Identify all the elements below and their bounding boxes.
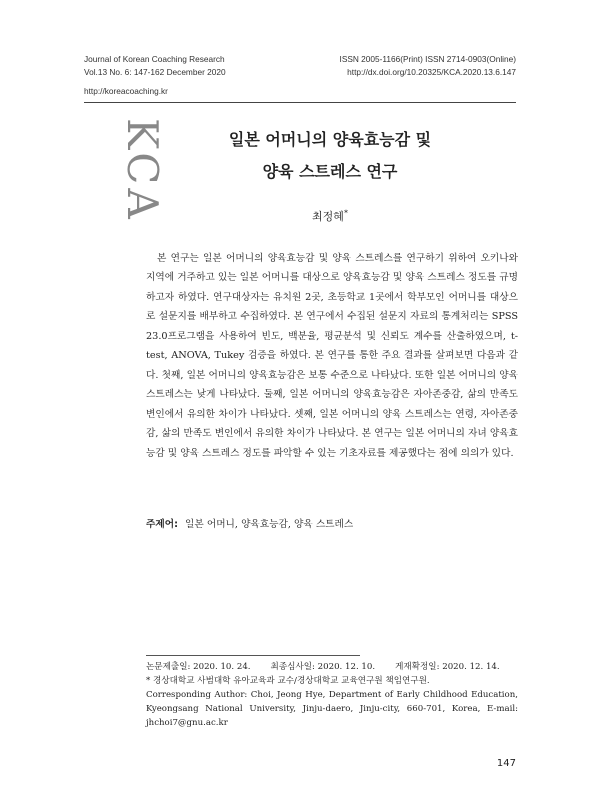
author: [150, 208, 510, 224]
page-number: 147: [496, 758, 516, 769]
journal-header-right: [340, 53, 516, 79]
header-divider: [84, 102, 516, 103]
title-line-1: 일본 어머니의 양육효능감 및: [228, 130, 432, 149]
journal-header-left: [84, 53, 226, 79]
submission-dates: [146, 660, 518, 674]
issn-info: ISSN 2005-1166(Print) ISSN 2714-0903(Online): [339, 54, 516, 64]
author-name: 최정혜: [312, 210, 344, 223]
abstract: 본 연구는 일본 어머니의 양육효능감 및 양육 스트레스를 연구하기 위하여 오키나와 지역에 거주하고 있는 일본 어머니를 대상으로 양육효능감 및 양육 스트레스 정도를 규명하고자 하였다. 연구대상자는 유치원 2곳, 초등학교 1곳에서 학부모인 어머니를 대상으로 설문지를 배부하고 수집하였다. 본 연구에서 수집된 설문지 자료의 통계처리는 SPSS 23.0프로그램을 사용하여 빈도, 백분율, 평균분석 및 신뢰도 계수를 산출하였으며, t-test, ANOVA, Tukey 검증을 하였다. 본 연구를 통한 주요 결과를 살펴보면 다음과 같다. 첫째, 일본 어머니의 양육효능감은 보통 수준으로 나타났다. 또한 일본 어머니의 양육 스트레스는 낮게 나타났다. 둘째, 일본 어머니의 양육효능감은 자아존중감, 삶의 만족도 변인에서 유의한 차이가 나타났다. 셋째, 일본 어머니의 양육 스트레스는 연령, 자아존중감, 삶의 만족도 변인에서 유의한 차이가 나타났다. 본 연구는 일본 어머니의 자녀 양육효능감 및 양육 스트레스 정도를 파악할 수 있는 기초자료를 제공했다는 점에 의의가 있다.: [146, 253, 518, 459]
reviewed-date: 최종심사일: 2020. 12. 10.: [270, 662, 376, 672]
title-line-2: 양육 스트레스 연구: [262, 162, 398, 181]
keywords-text: 일본 어머니, 양육효능감, 양육 스트레스: [185, 519, 354, 530]
footnotes: [146, 660, 518, 730]
keywords: [146, 516, 353, 530]
accepted-date: 게재확정일: 2020. 12. 14.: [395, 662, 500, 672]
received-date: 논문제출일: 2020. 10. 24.: [146, 662, 251, 672]
kca-watermark: KCA: [118, 118, 167, 223]
author-footnote-mark: *: [343, 208, 348, 218]
corresponding-author: Corresponding Author: Choi, Jeong Hye, Department of Early Childhood Education, Kyeongsang National University, Jinju-daero, Jinju-city, 660-701, Korea, E-mail: jhchoi7@gnu.ac.kr: [146, 690, 518, 728]
footnote-divider: [146, 655, 360, 656]
keywords-label: 주제어:: [146, 519, 178, 530]
journal-name: Journal of Korean Coaching Research: [84, 54, 225, 64]
paper-title: [150, 124, 510, 188]
journal-url[interactable]: http://koreacoaching.kr: [84, 86, 168, 96]
author-affiliation: * 경상대학교 사범대학 유아교육과 교수/경상대학교 교육연구원 책임연구원.: [146, 676, 430, 686]
doi-link[interactable]: http://dx.doi.org/10.20325/KCA.2020.13.6.147: [347, 67, 516, 77]
volume-info: Vol.13 No. 6: 147-162 December 2020: [84, 67, 226, 77]
